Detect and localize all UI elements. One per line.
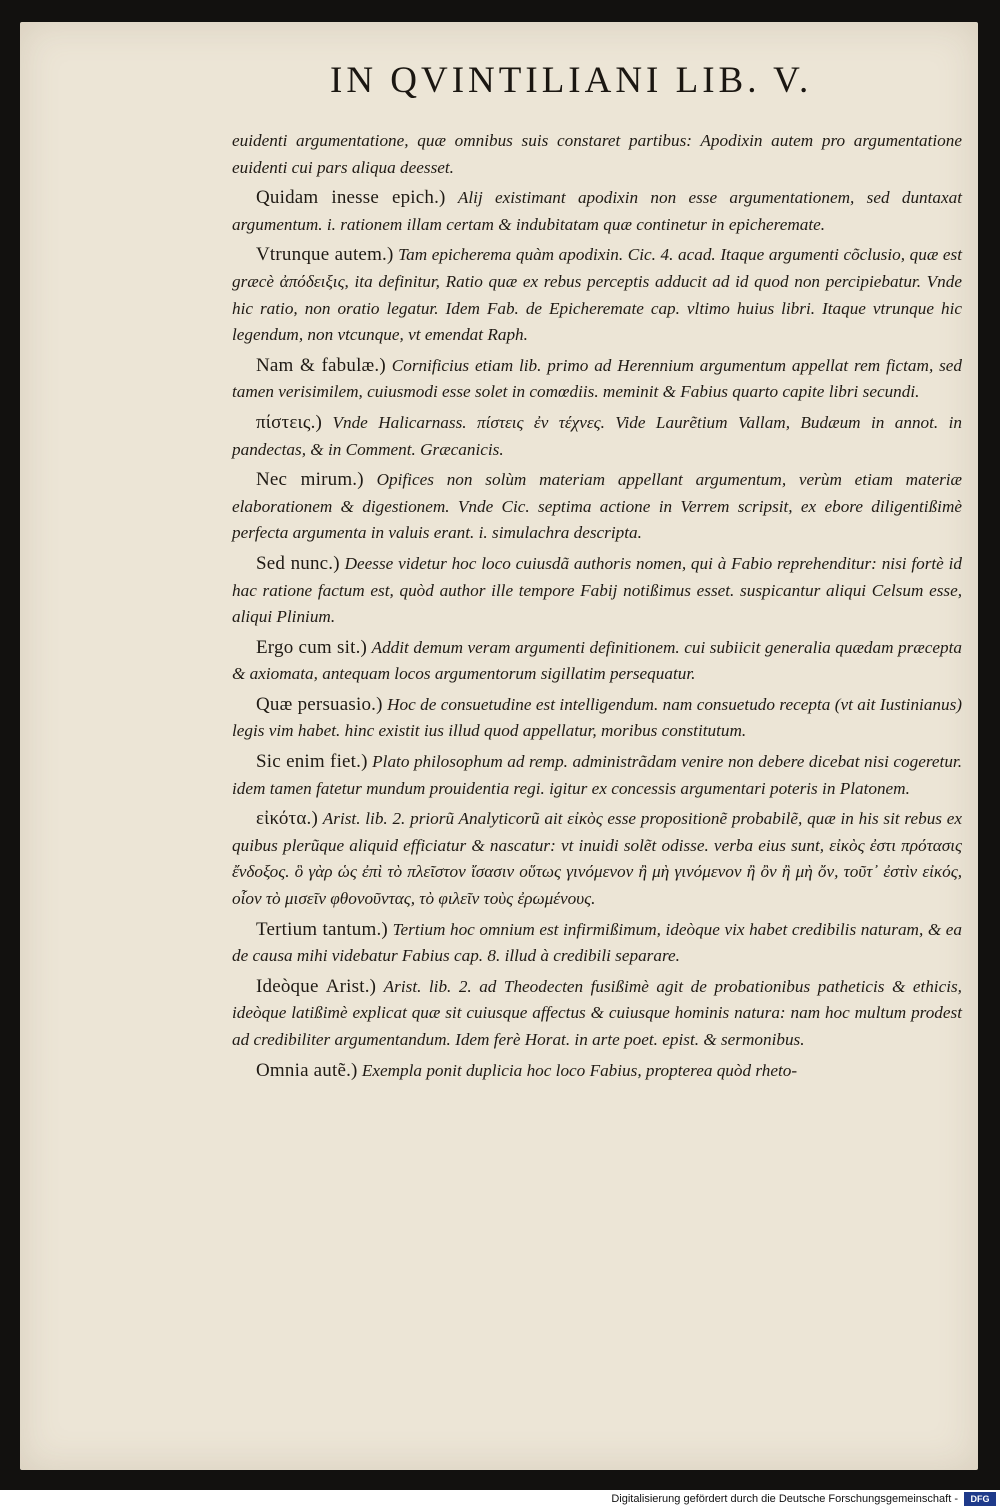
entry-lemma: Ergo cum sit.) bbox=[256, 636, 368, 658]
commentary-entry bbox=[232, 467, 962, 547]
entry-lemma: Nec mirum.) bbox=[256, 469, 364, 491]
entry-lemma: Sic enim fiet.) bbox=[256, 751, 368, 773]
entry-note: Hoc de consuetudine est intelligendum. nam consuetudo recepta (vt ait Iustinianus) legis vim habet. hinc existit ius illud quod appellatur, moribus constitutum. bbox=[232, 694, 963, 741]
entry-note: euidenti argumentatione, quæ omnibus suis constaret partibus: Apodixin autem pro argumentatione euidenti cui pars aliqua deesset. bbox=[232, 131, 962, 177]
entry-note: Arist. lib. 2. ad Theodecten fusißimè agit de probationibus patheticis & ethicis, ideòque latißimè explicat quæ sit cuiusque affectus & cuiusque hominis natura: nam hoc multum prodest ad credibiliter argumentandum. Idem ferè Horat. in arte poet. epist. & sermonibus. bbox=[232, 976, 962, 1049]
commentary-entry bbox=[232, 353, 962, 406]
running-head: IN QVINTILIANI LIB. V. bbox=[330, 60, 813, 101]
commentary-entry bbox=[232, 551, 962, 631]
commentary-entry bbox=[232, 410, 962, 463]
entry-note: Arist. lib. 2. priorũ Analyticorũ ait εἰκὸς esse propositionẽ probabilẽ, quæ in his sit rebus ex quibus plerũque aliquid efficiatur & nascatur: vt inuidi solẽt odisse. verba eius sunt, εἰκὸς ἐστι πρότασις ἔνδοξος. ὃ γὰρ ὡς ἐπὶ τὸ πλεῖστον ἴσασιν οὕτως γινόμενον ἢ μὴ γινόμενον ἢ ὂν ἢ μὴ ὄν, τοῦτ᾽ ἐστὶν εἰκός, οἷον τὸ μισεῖν φθονοῦντας, τὸ φιλεῖν τοὺς ἐρωμένους. bbox=[232, 809, 962, 909]
commentary-entry bbox=[232, 974, 962, 1054]
entry-lemma: Quæ persuasio.) bbox=[256, 693, 383, 715]
entry-note: Opifices non solùm materiam appellant argumentum, verùm etiam materiæ elaborationem & digestionem. Vnde Cic. septima actione in Verrem scripsit, ex ebore diligentißimè perfecta argumenta in valuis erant. i. simulachra descripta. bbox=[232, 470, 963, 543]
commentary-entry bbox=[232, 917, 962, 970]
entry-note: Plato philosophum ad remp. administrãdam venire non debere dicebat nisi cogeretur. idem tamen fatetur mundum prouidentia regi. igitur ex concessis argumentari poteris in Platonem. bbox=[232, 752, 962, 798]
entry-note: Exempla ponit duplicia hoc loco Fabius, propterea quòd rheto- bbox=[361, 1060, 798, 1080]
entry-lemma: εἰκότα.) bbox=[256, 808, 319, 830]
commentary-entry bbox=[232, 749, 962, 802]
entry-note: Tam epicherema quàm apodixin. Cic. 4. acad. Itaque argumenti cõclusio, quæ est græcè ἀπόδειξις, ita definitur, Ratio quæ ex rebus perceptis adducit ad id quod non percipiebatur. Vnde hic ratio, non oratio legatur. Idem Fab. de Epicheremate cap. vltimo huius libri. Itaque vtrunque hic legendum, non vtcunque, vt emendat Raph. bbox=[232, 245, 962, 345]
entry-lemma: Vtrunque autem.) bbox=[256, 244, 394, 266]
commentary-entry bbox=[232, 185, 962, 238]
entry-note: Deesse videtur hoc loco cuiusdã authoris nomen, qui à Fabio reprehenditur: nisi fortè id hac ratione factum est, quòd author ille tempore Fabij notißimus esset. suspicantur aliqui Celsum esse, aliqui Plinium. bbox=[232, 553, 962, 627]
entry-lemma: πίστεις.) bbox=[256, 411, 323, 433]
entry-note: Addit demum veram argumenti definitionem. cui subiicit generalia quædam præcepta & axiomata, antequam locos argumentorum sigillatim persequatur. bbox=[232, 637, 962, 684]
entry-note: Cornificius etiam lib. primo ad Herennium argumentum appellat rem fictam, sed tamen verisimilem, cuiusmodi esse solet in comœdiis. meminit & Fabius quarto capite libri secundi. bbox=[232, 355, 962, 402]
dfg-logo: DFG bbox=[964, 1492, 996, 1506]
commentary-entry bbox=[232, 635, 962, 688]
entry-note: Tertium hoc omnium est infirmißimum, ideòque vix habet credibilis naturam, & ea de causa mihi videbatur Fabius cap. 8. illud à credibili separare. bbox=[232, 919, 963, 966]
entry-lemma: Ideòque Arist.) bbox=[256, 975, 377, 997]
commentary-entry bbox=[232, 806, 962, 912]
entry-note: Alij existimant apodixin non esse argumentationem, sed duntaxat argumentum. i. rationem illam certam & indubitatam quæ continetur in epicheremate. bbox=[232, 188, 962, 234]
entry-lemma: Nam & fabulæ.) bbox=[256, 354, 386, 376]
entry-note: Vnde Halicarnass. πίστεις ἐν τέχνες. Vide Laurẽtium Vallam, Budæum in annot. in pandectas, & in Comment. Græcanicis. bbox=[232, 412, 963, 459]
entry-lemma: Omnia autẽ.) bbox=[256, 1059, 358, 1081]
commentary-entry bbox=[232, 1058, 962, 1085]
entry-lemma: Quidam inesse epich.) bbox=[256, 187, 446, 209]
commentary-entry bbox=[232, 128, 962, 181]
entry-lemma: Sed nunc.) bbox=[256, 552, 340, 574]
digitization-credit: Digitalisierung gefördert durch die Deutsche Forschungsgemeinschaft - bbox=[611, 1493, 958, 1505]
entry-lemma: Tertium tantum.) bbox=[256, 918, 388, 940]
commentary-text-block bbox=[232, 128, 962, 1088]
commentary-entry bbox=[232, 242, 962, 348]
commentary-entry bbox=[232, 692, 962, 745]
